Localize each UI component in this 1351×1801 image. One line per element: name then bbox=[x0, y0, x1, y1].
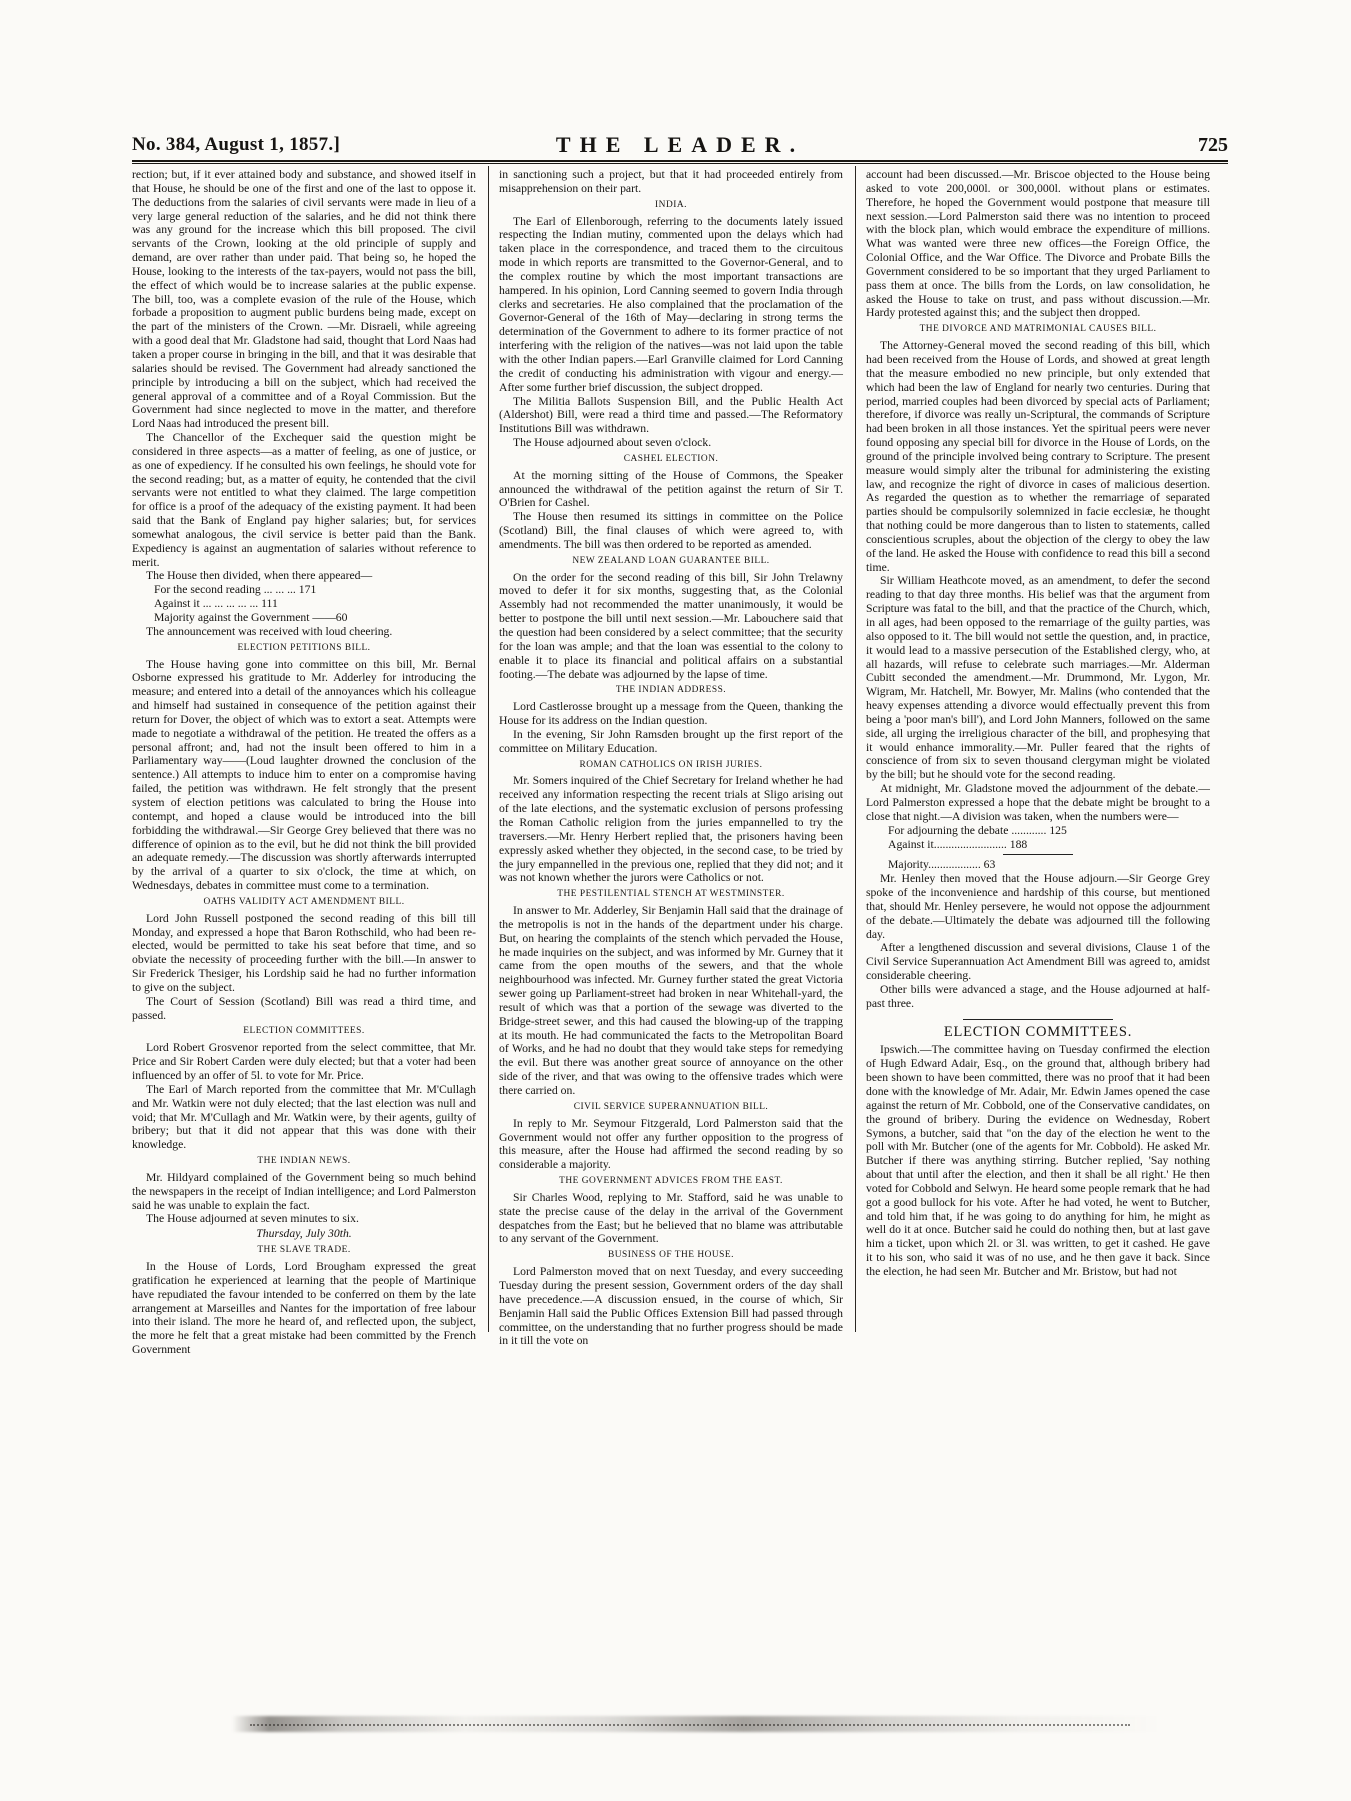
section-heading: ROMAN CATHOLICS ON IRISH JURIES. bbox=[579, 759, 763, 770]
paragraph: Lord Castlerosse brought up a message from the Queen, thanking the House for its address on the Indian question. bbox=[499, 700, 843, 728]
column-1 bbox=[132, 168, 476, 1357]
section-heading: THE INDIAN ADDRESS. bbox=[615, 685, 727, 696]
paragraph: In answer to Mr. Adderley, Sir Benjamin Hall said that the drainage of the metropolis is not in the hands of the department under his charge. But, on hearing the complaints of the stench which pervaded the House, he made inquiries on the subject, and was informed by Mr. Gurney that it came from the open mouths of the sewers, and that the whole neighbourhood was infected. Mr. Gurney further stated the great Victoria sewer going up Parliament-street had broken in near Whitehall-yard, the result of which was that a portion of the sewage was diverted to the Bridge-street sewer, and this had caused the blowing-up of the trapping at its mouth. He had communicated the facts to the Metropolitan Board of Works, and he had no doubt that they would take steps for remedying the evil. But there was another great source of annoyance on the other side of the river, and that was owing to the offensive trades which were there carried on. bbox=[499, 904, 843, 1097]
paragraph: in sanctioning such a project, but that it had proceeded entirely from misapprehension on their part. bbox=[499, 168, 843, 195]
vote-line: For adjourning the debate ............ 125 bbox=[888, 823, 1067, 837]
section-heading: ELECTION COMMITTEES. bbox=[243, 1026, 365, 1037]
paragraph: Lord Palmerston moved that on next Tuesday, and every succeeding Tuesday during the present session, Government orders of the day shall have precedence.—A discussion ensued, in the course of which, Sir Benjamin Hall said the Public Offices Extension Bill had passed through committee, on the understanding that no further progress should be made in it till the vote on bbox=[499, 1265, 843, 1348]
header-rule bbox=[132, 163, 1228, 164]
scan-artifact bbox=[250, 1724, 1130, 1730]
paragraph: The House having gone into committee on this bill, Mr. Bernal Osborne expressed his gratitude to Mr. Adderley for introducing the measure; and entered into a detail of the annoyances which his colleague and himself had sustained in consequence of the petition against their return for Dover, the object of which was to extort a seat. Attempts were made to negotiate a withdrawal of the petition. He treated the offers as a personal affront; and, had not the insult been offered to him in a Parliamentary way——(Loud laughter drowned the conclusion of the sentence.) All attempts to induce him to enter on a compromise having failed, the petition was withdrawn. He felt strongly that the present system of election petitions was calculated to bring the House into contempt, and hoped a clause would be introduced into the bill forbidding the withdrawal.—Sir George Grey believed that there was no difference of opinion as to the evil, but he did not think the bill provided an adequate remedy.—The discussion was shortly afterwards interrupted by the arrival of a quarter to six o'clock, the time at which, on Wednesdays, debates in committee must come to a termination. bbox=[132, 657, 476, 893]
tally-rule bbox=[1003, 854, 1073, 855]
section-heading: THE DIVORCE AND MATRIMONIAL CAUSES BILL. bbox=[919, 324, 1157, 335]
section-heading: ELECTION PETITIONS BILL. bbox=[237, 642, 371, 653]
paragraph: Sir William Heathcote moved, as an amendment, to defer the second reading to that day three months. His belief was that the argument from Scripture was fatal to the bill, and that the practice of the Church, which, in all ages, had been opposed to the remarriage of the guilty parties, was also opposed to it. The bill would not settle the question, and, in practice, it would lead to a massive persecution of the Established clergy, who, at all hazards, will refuse to celebrate such marriages.—Mr. Alderman Cubitt seconded the amendment.—Mr. Drummond, Mr. Lygon, Mr. Wigram, Mr. Hatchell, Mr. Bowyer, Mr. Malins (who contended that the heavy expenses attending a divorce would effectually prevent this from being a 'poor man's bill'), and Lord John Manners, followed on the same side, all urging the irreligious character of the bill, and prophesying that it would enhance immorality.—Mr. Puller feared that the rights of conscience of from six to seven thousand clergyman might be violated by the bill; but he should vote for the second reading. bbox=[866, 574, 1210, 782]
vote-line: Against it......................... 188 bbox=[888, 837, 1028, 851]
vote-line: Majority against the Government ——60 bbox=[154, 611, 348, 624]
paragraph: Sir Charles Wood, replying to Mr. Stafford, said he was unable to state the precise cause of the delay in the arrival of the Government despatches from the East; but he believed that no blame was attributable to any servant of the Government. bbox=[499, 1190, 843, 1246]
paragraph: In the House of Lords, Lord Brougham expressed the great gratification he experienced at learning that the people of Martinique have repudiated the favour intended to be conferred on them by the late arrangement at Marseilles and Nantes for the importation of free labour into their island. The more he heard of, and reflected upon, the subject, the more he felt that a great mistake had been committed by the French Government bbox=[132, 1259, 476, 1357]
vote-line: For the second reading ... ... ... 171 bbox=[154, 583, 317, 597]
paragraph: At the morning sitting of the House of Commons, the Speaker announced the withdrawal of the petition against the return of Sir T. O'Brien for Cashel. bbox=[499, 468, 843, 510]
paragraph: The announcement was received with loud cheering. bbox=[146, 624, 393, 638]
paragraph: The House then divided, when there appeared— bbox=[146, 569, 373, 583]
section-heading: CASHEL ELECTION. bbox=[623, 453, 719, 464]
paragraph: rection; but, if it ever attained body and substance, and showed itself in that House, he should be one of the first and one of the last to oppose it. The deductions from the salaries of civil servants were made in lieu of a very large general reduction of the salaries, and he did not think there was any ground for the increase which this bill proposed. The civil servants of the Crown, looking at the old principle of supply and demand, are over rather than under paid. That being so, he hoped the House, looking to the interests of the tax-payers, would not pass the bill, the effect of which would be to increase salaries at the public expense. The bill, too, was a complete evasion of the rule of the House, which forbade a proposition to augment public burdens being made, except on the part of the ministers of the Crown. —Mr. Disraeli, while agreeing with a good deal that Mr. Gladstone had said, thought that Lord Naas had taken a proper course in bringing in the bill, and that it was desirable that salaries should be revised. The Government had already sanctioned the principle by introducing a bill on the subject, which had received the general approval of a committee and of a Royal Commission. But the Government had since neglected to move in the matter, and therefore Lord Naas had introduced the present bill. bbox=[132, 168, 476, 431]
vote-line: Majority.................. 63 bbox=[888, 858, 996, 872]
paragraph: account had been discussed.—Mr. Briscoe objected to the House being asked to vote 200,000l. or 300,000l. without plans or estimates. Therefore, he hoped the Government would postpone that measure till next session.—Lord Palmerston said there was no intention to proceed with the block plan, which would embrace the expenditure of millions. What was wanted were three new offices—the Foreign Office, the Colonial Office, and the War Office. The Divorce and Probate Bills the Government considered to be so important that they urged Parliament to pass them at once. The bills from the Lords, on law consolidation, he asked the House to take on trust, and pass without discussion.—Mr. Hardy protested against this; and the subject then dropped. bbox=[866, 168, 1210, 320]
column-2 bbox=[499, 168, 843, 1348]
column-3 bbox=[866, 168, 1210, 1332]
section-heading: BUSINESS OF THE HOUSE. bbox=[608, 1250, 734, 1261]
paragraph: Lord John Russell postponed the second reading of this bill till Monday, and expressed a hope that Baron Rothschild, who had been re-elected, would be permitted to take his seat before that time, and so obviate the necessity of proceeding further with the bill.—In answer to Sir Frederick Thesiger, his Lordship said he had no further information to give on the subject. bbox=[132, 911, 476, 994]
section-heading: THE SLAVE TRADE. bbox=[257, 1245, 351, 1256]
paragraph: In reply to Mr. Seymour Fitzgerald, Lord Palmerston said that the Government would not offer any further opposition to the progress of this measure, after the House had affirmed the second reading by so considerable a majority. bbox=[499, 1116, 843, 1172]
paragraph: Mr. Hildyard complained of the Government being so much behind the newspapers in the receipt of Indian intelligence; and Lord Palmerston said he was unable to explain the fact. bbox=[132, 1170, 476, 1212]
section-heading: THE GOVERNMENT ADVICES FROM THE EAST. bbox=[559, 1176, 783, 1187]
paragraph: The Attorney-General moved the second reading of this bill, which had been received from the House of Lords, and showed at great length that the measure embodied no new principle, but only extended that which had been the law of England for nearly two centuries. During that period, married couples had been divorced by special acts of Parliament; therefore, if divorce was really un-Scriptural, the commands of Scripture had been broken in all those instances. Yet the spiritual peers were never found opposing any special bill for divorce in the House of Lords, on the ground of the principle involved being contrary to Scripture. The present measure would simply alter the tribunal for administering the existing law, and recognize the right of divorce in cases of malicious desertion. As regarded the question as to whether the remarriage of separated parties should be compulsorily solemnized in facie ecclesiæ, he thought that nothing could be more dangerous than to listen to statements, called conscientious scruples, about the objection of the clergy to obey the law of the land. He asked the House with confidence to read this bill a second time. bbox=[866, 339, 1210, 574]
paragraph: Ipswich.—The committee having on Tuesday confirmed the election of Hugh Edward Adair, Esq., on the ground that, although bribery had been shown to have been committed, there was no proof that it had been done with the knowledge of Mr. Adair, Mr. Edwin James opened the case against the return of Mr. Cobbold, one of the Conservative candidates, on the ground of bribery. During the evidence on Wednesday, Robert Symons, a butcher, said that "on the day of the election he went to the poll with Mr. Butcher (one of the agents for Mr. Cobbold). He asked Mr. Butcher if there was anything stirring. Butcher replied, 'Say nothing about that until after the election, and then it shall be all right.' He then voted for Cobbold and Selwyn. He heard some people remark that he had got a good bullock for his vote. After he had voted, he went to Butcher, and told him that, if he was going to do anything for him, he might as well do it at once. Butcher said he could do nothing then, but at last gave him a ticket, upon which 2l. or 3l. was written, to get it cashed. He gave it to his son, who said it was of no use, and he then gave it back. Since the election, he had seen Mr. Butcher and Mr. Bristow, but had not bbox=[866, 1043, 1210, 1278]
paragraph: After a lengthened discussion and several divisions, Clause 1 of the Civil Service Superannuation Act Amendment Bill was agreed to, amidst considerable cheering. bbox=[866, 941, 1210, 983]
masthead bbox=[132, 132, 1228, 162]
paragraph: The House then resumed its sittings in committee on the Police (Scotland) Bill, the final clauses of which were agreed to, with amendments. The bill was then ordered to be reported as amended. bbox=[499, 510, 843, 551]
column-divider bbox=[488, 166, 489, 1332]
page-number: 725 bbox=[1198, 134, 1228, 156]
paragraph: Lord Robert Grosvenor reported from the select committee, that Mr. Price and Sir Robert Carden were duly elected; but that a voter had been influenced by an offer of 5l. to vote for Mr. Price. bbox=[132, 1041, 476, 1082]
section-title: ELECTION COMMITTEES. bbox=[943, 1023, 1133, 1040]
section-heading: OATHS VALIDITY ACT AMENDMENT BILL. bbox=[203, 896, 405, 907]
paragraph: Other bills were advanced a stage, and the House adjourned at half-past three. bbox=[866, 982, 1210, 1010]
section-heading: THE PESTILENTIAL STENCH AT WESTMINSTER. bbox=[557, 889, 785, 900]
section-heading: THE INDIAN NEWS. bbox=[257, 1156, 351, 1167]
section-heading: CIVIL SERVICE SUPERANNUATION BILL. bbox=[573, 1101, 769, 1112]
paragraph: The House adjourned at seven minutes to six. bbox=[146, 1212, 359, 1226]
paragraph: The House adjourned about seven o'clock. bbox=[513, 436, 712, 450]
paragraph: In the evening, Sir John Ramsden brought up the first report of the committee on Military Education. bbox=[499, 727, 843, 755]
paragraph: The Chancellor of the Exchequer said the question might be considered in three aspects—as a matter of feeling, as one of justice, or as one of expediency. If he consulted his own feelings, he should vote for the second reading; but, as a matter of equity, he contended that the civil servants were not entitled to what they claimed. The large competition for office is a proof of the adequacy of the existing payment. It had been said that the Bank of England pay higher salaries; but, for services somewhat analogous, the civil service is better paid than the Bank. Expediency is against an augmentation of salaries without reference to merit. bbox=[132, 431, 476, 569]
paragraph: Mr. Henley then moved that the House adjourn.—Sir George Grey spoke of the inconvenience and hardship of this course, but mentioned that, should Mr. Henley persevere, he would not oppose the adjournment of the debate.—Ultimately the debate was adjourned till the following day. bbox=[866, 872, 1210, 941]
paragraph: Mr. Somers inquired of the Chief Secretary for Ireland whether he had received any information respecting the recent trials at Sligo arising out of the late elections, and the systematic exclusion of persons professing the Roman Catholic religion from the juries empannelled to try the traversers.—Mr. Henry Herbert replied that, the prisoners having been expressly asked whether they objected, in the second case, to be tried by the jury empannelled in the previous one, replied that they did not; and it was not known whether the jurors were Catholics or not. bbox=[499, 774, 843, 885]
column-divider bbox=[855, 166, 856, 1332]
paragraph: On the order for the second reading of this bill, Sir John Trelawny moved to defer it for six months, suggesting that, as the Colonial Assembly had not recommended the matter unanimously, it would be better to postpone the bill until next session.—Mr. Labouchere said that the question had been considered by a select committee; that the security for the loan was ample; and that the loan was essential to the colony to enable it to place its financial and political affairs on a substantial footing.—The debate was adjourned by the lapse of time. bbox=[499, 570, 843, 681]
paragraph: At midnight, Mr. Gladstone moved the adjournment of the debate.—Lord Palmerston expressed a hope that the debate might be brought to a close that night.—A division was taken, when the numbers were— bbox=[866, 782, 1210, 823]
section-divider bbox=[963, 1019, 1113, 1020]
section-heading: NEW ZEALAND LOAN GUARANTEE BILL. bbox=[572, 555, 770, 566]
issue-number: No. 384, August 1, 1857.] bbox=[132, 134, 341, 155]
newspaper-title: THE LEADER. bbox=[555, 132, 805, 157]
dateline: Thursday, July 30th. bbox=[256, 1227, 352, 1241]
paragraph: The Court of Session (Scotland) Bill was read a third time, and passed. bbox=[132, 994, 476, 1022]
vote-line: Against it ... ... ... ... ... 111 bbox=[154, 597, 278, 611]
paragraph: The Earl of March reported from the committee that Mr. M'Cullagh and Mr. Watkin were not duly elected; that the last election was null and void; that Mr. M'Cullagh and Mr. Watkin were, by their agents, guilty of bribery; but that it did not appear that this was done with their knowledge. bbox=[132, 1082, 476, 1152]
paragraph: The Militia Ballots Suspension Bill, and the Public Health Act (Aldershot) Bill, were read a third time and passed.—The Reformatory Institutions Bill was withdrawn. bbox=[499, 394, 843, 436]
paragraph: The Earl of Ellenborough, referring to the documents lately issued respecting the Indian mutiny, commented upon the delays which had taken place in the correspondence, and traced them to the circuitous mode in which reports are transmitted to the Governor-General, and to the complex routine by which the most important transactions are hampered. In his opinion, Lord Canning seemed to govern India through clerks and secretaries. He also complained that the proclamation of the Governor-General of the 16th of May—declaring in strong terms the determination of the Government to adhere to its former practice of not interfering with the religion of the natives—was not laid upon the table with the other Indian papers.—Earl Granville claimed for Lord Canning the credit of conducting his administration with vigour and energy.—After some further brief discussion, the subject dropped. bbox=[499, 214, 843, 394]
section-heading: INDIA. bbox=[655, 199, 687, 210]
